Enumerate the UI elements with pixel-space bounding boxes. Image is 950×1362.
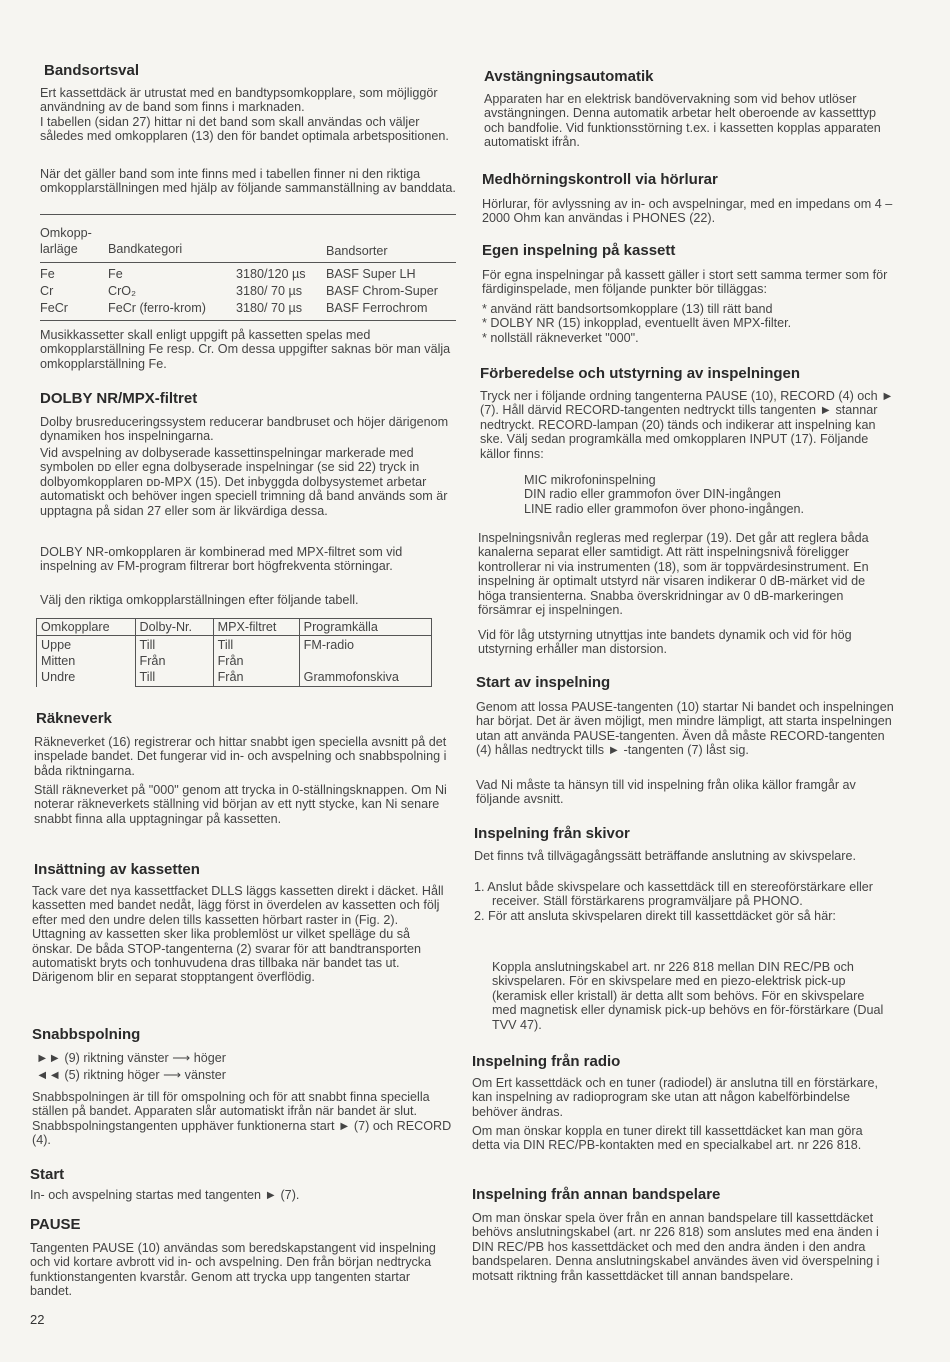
text-egen-p1: För egna inspelningar på kassett gäller i stort sett samma termer som för färdiginspelade, men följande punkter bör tilläggas: xyxy=(482,268,888,297)
page-number: 22 xyxy=(30,1312,45,1327)
cell-text: FM-radio xyxy=(303,638,355,652)
text-forberedelse-p1: Tryck ner i följande ordning tangenterna PAUSE (10), RECORD (4) och ► (7). Håll därvid RECORD-tangenten nedtryckt tills tangenten ► stannar nedtryckt. RECORD-lampan (20) tänds och indikerar att inspelning kan ske. Välj sedan programkälla med omkopplaren INPUT (17). Följande källor finns: xyxy=(480,389,894,461)
text-rakneverk-p1: Räkneverket (16) registrerar och hittar snabbt igen speciella avsnitt på det inspelade bandet. Det fungerar vid in- och avspelning och snabbspolning i båda riktningarna. xyxy=(34,735,447,778)
text-start-p1: In- och avspelning startas med tangenten ► (7). xyxy=(30,1188,300,1202)
text-bandsortsval-p3: När det gäller band som inte finns med i tabellen finner ni den riktiga omkopplarställningen med hjälp av följande sammanställning av banddata. xyxy=(40,167,456,196)
table-cell: FeCr (ferro-krom) xyxy=(108,301,206,315)
text-bandsortsval-p4: Musikkassetter skall enligt uppgift på kassetten spelas med omkopplarställning Fe resp. Cr. Om dessa uppgifter saknas bör man välja omkopplarställning Fe. xyxy=(40,328,451,371)
cell-text: Undre xyxy=(41,670,76,684)
list-item: LINE radio eller grammofon över phono-ingången. xyxy=(524,501,805,516)
table-header-row xyxy=(37,619,432,636)
text-annan-p1: Om man önskar spela över från en annan bandspelare till kassettdäcket behövs anslutningskabel (art. nr 226 818) som anslutes med ena änden i DIN REC/PB hos kassettdäcket och med den andra änden i den andra bandspelaren. Denna anslutningskabel användes även vid överspelning i motsatt riktning från kassettdäcket till annan bandspelare. xyxy=(472,1211,880,1283)
table-rule-top xyxy=(40,214,456,215)
table-cell: FeCr xyxy=(40,301,68,315)
table-header: Omkopplare xyxy=(37,619,136,636)
text-forberedelse-p2: Inspelningsnivån regleras med reglerpar (19). Det går att reglera båda kanalerna separat eller samtidigt. Att rätt inspelningsnivå föreligger kontrollerar ni via instrumenten (18), som är toppvärdesinstrument. En inspelning är optimalt utstyrd när visaren indikerar 0 dB-märket vid de höga transienterna. Snabba överskridningar av 0 dB-markeringen försämrar ej inspelningen. xyxy=(478,531,869,618)
table-cell: BASF Ferrochrom xyxy=(326,301,428,315)
text-radio-p1: Om Ert kassettdäck och en tuner (radiodel) är anslutna till en förstärkare, kan inspelning av radioprogram ske utan att någon kabelförbindelse behöver ändras. xyxy=(472,1076,878,1119)
banddata-table xyxy=(40,226,456,326)
text-insattning-p1: Tack vare det nya kassettfacket DLLS läggs kassetten direkt i däcket. Håll kassetten med bandet nedåt, lägg först in överdelen av kassetten och följ efter med den undre delen tills kassetten hörbart raster in (Fig. 2). Uttagning av kassetten sker lika problemlöst ur vilket spelläge du så önskar. De båda STOP-tangenterna (2) svarar för att bandtransporten automatiskt bryts och tonhuvudena dras tillbaka när bandet tas ut. Därigenom blir en separat stopptangent överflödig. xyxy=(32,884,444,985)
list-item: 1. Anslut både skivspelare och kassettdäck till en stereoförstärkare eller receiver. Ställ förstärkarens programväljare på PHONO. xyxy=(474,880,874,909)
text-rakneverk-p2: Ställ räkneverket på "000" genom att trycka in 0-ställningsknappen. Om Ni noterar räkneverkets ställning vid början av ett nytt stycke, kan Ni senare snabbt finna alla upptagningar på kassetten. xyxy=(34,783,447,826)
heading-radio: Inspelning från radio xyxy=(472,1053,621,1070)
heading-annan: Inspelning från annan bandspelare xyxy=(472,1186,721,1203)
text-bandsortsval-p2: I tabellen (sidan 27) hittar ni det band som skall användas och väljer således med omkopplaren (13) den för bandet optimala arbetspositionen. xyxy=(40,115,449,144)
table-header-bandsorter: Bandsorter xyxy=(326,244,388,258)
text-dolby-p4: Välj den riktiga omkopplarställningen efter följande tabell. xyxy=(40,593,359,607)
cell-text: Från xyxy=(139,654,166,668)
text-dolby-p2: Vid avspelning av dolbyserade kassettinspelningar markerade med symbolen ᴅᴅ eller egna dolbyserade inspelningar (se sid 22) tryck in dolbyomkopplaren ᴅᴅ-MPX (15). Det inbyggda dolbysystemet arbetar automatiskt och behöver ingen speciell trimning då band används som är upptagna på sidan 27 eller som är likvärdiga dessa. xyxy=(40,446,448,518)
text-forberedelse-sources xyxy=(480,473,896,516)
table-cell: BASF Super LH xyxy=(326,267,416,281)
cell-text: Från xyxy=(217,670,244,684)
text-radio-p2: Om man önskar koppla en tuner direkt till kassettdäcket kan man göra detta via DIN REC/PB-kontakten med en specialkabel art. nr 226 818. xyxy=(472,1124,863,1153)
table-cell xyxy=(299,636,431,687)
heading-snabbspolning: Snabbspolning xyxy=(32,1026,141,1043)
table-cell: 3180/ 70 µs xyxy=(236,284,303,298)
heading-skivor: Inspelning från skivor xyxy=(474,825,630,842)
heading-startav: Start av inspelning xyxy=(476,674,611,691)
table-cell xyxy=(37,636,136,687)
table-header: Programkälla xyxy=(299,619,431,636)
text-snabb-l2: ◄◄ (5) riktning höger ⟶ vänster xyxy=(36,1068,226,1082)
table-row xyxy=(37,636,432,687)
heading-rakneverk: Räkneverk xyxy=(36,710,112,727)
heading-medhorning: Medhörningskontroll via hörlurar xyxy=(482,171,718,188)
cell-text: Till xyxy=(139,638,156,652)
table-cell: CrO₂ xyxy=(108,284,136,298)
cell-text: Till xyxy=(217,638,234,652)
text-medhorning-p1: Hörlurar, för avlyssning av in- och avspelningar, med en impedans om 4 – 2000 Ohm kan användas i PHONES (22). xyxy=(482,197,893,226)
cell-text: Grammofonskiva xyxy=(303,670,399,684)
list-item: MIC mikrofoninspelning xyxy=(524,473,656,487)
cell-text: Uppe xyxy=(41,638,72,652)
text-snabb-p1: Snabbspolningen är till för omspolning och för att snabbt finna speciella ställen på bandet. Apparaten slår automatiskt ifrån när bandet är slut. Snabbspolningstangenten upphäver funktionerna start ► (7) och RECORD (4). xyxy=(32,1090,452,1148)
text-skivor-p1: Det finns två tillvägagångssätt beträffande anslutning av skivspelare. xyxy=(474,849,857,863)
table-cell xyxy=(213,636,299,687)
cell-text xyxy=(304,653,427,669)
table-rule-header xyxy=(40,262,456,263)
table-cell: 3180/120 µs xyxy=(236,267,306,281)
table-cell: BASF Chrom-Super xyxy=(326,284,438,298)
dolby-table xyxy=(36,618,432,687)
table-cell xyxy=(135,636,213,687)
table-header-bandkategori: Bandkategori xyxy=(108,242,183,256)
text-snabb-l1: ►► (9) riktning vänster ⟶ höger xyxy=(36,1051,226,1065)
text-bandsortsval-p1: Ert kassettdäck är utrustat med en bandtypsomkopplare, som möjliggör användning av de band som finns i marknaden. xyxy=(40,86,438,115)
heading-pause: PAUSE xyxy=(30,1216,81,1233)
text-skivor-list xyxy=(474,880,892,923)
cell-text: Från xyxy=(217,654,244,668)
table-header: MPX-filtret xyxy=(213,619,299,636)
list-item: DIN radio eller grammofon över DIN-ingången xyxy=(524,487,781,502)
table-header-omkopp: Omkopp- xyxy=(40,226,92,240)
list-item: 2. För att ansluta skivspelaren direkt till kassettdäcket gör så här: xyxy=(474,908,836,923)
table-cell: Cr xyxy=(40,284,54,298)
text-pause-p1: Tangenten PAUSE (10) användas som beredskapstangent vid inspelning och vid kortare avbrott vid in- och avspelning. Den från början nedtrycka funktionstangenten kvarstår. Genom att trycka upp tangenten startar bandet. xyxy=(30,1241,436,1299)
table-cell: Fe xyxy=(40,267,55,281)
text-avstangning-p1: Apparaten har en elektrisk bandövervakning som vid behov utlöser avstängningen. Denna automatik arbetar helt oberoende av kassetttyp och bandfolie. Vid funktionsstörning t.ex. i kassetten kopplas apparaten automatiskt ifrån. xyxy=(484,92,881,150)
heading-start: Start xyxy=(30,1166,65,1183)
text-startav-p2: Vad Ni måste ta hänsyn till vid inspelning från olika källor framgår av följande avsnitt. xyxy=(476,778,856,807)
text-dolby-p1: Dolby brusreduceringssystem reducerar bandbruset och höjer därigenom dynamiken hos inspelningarna. xyxy=(40,415,449,444)
heading-egen: Egen inspelning på kassett xyxy=(482,242,676,259)
heading-insattning: Insättning av kassetten xyxy=(34,861,200,878)
table-header-larlage: larläge xyxy=(40,242,78,256)
table-cell: 3180/ 70 µs xyxy=(236,301,303,315)
text-dolby-p3: DOLBY NR-omkopplaren är kombinerad med MPX-filtret som vid inspelning av FM-program filtrerar bort högfrekventa störningar. xyxy=(40,545,403,574)
cell-text: Mitten xyxy=(41,654,76,668)
table-header: Dolby-Nr. xyxy=(135,619,213,636)
text-egen-bullets xyxy=(482,302,896,345)
text-skivor-p2: Koppla anslutningskabel art. nr 226 818 mellan DIN REC/PB och skivspelaren. För en skivspelare med en piezo-elektrisk pick-up (keramisk eller kristall) är detta allt som behövs. För en skivspelare med magnetisk eller dynamisk pick-up behövs en för-förstärkare (Dual TVV 47). xyxy=(492,960,884,1032)
list-item: * DOLBY NR (15) inkopplad, eventuellt även MPX-filter. xyxy=(482,316,792,331)
text-forberedelse-p3: Vid för låg utstyrning utnyttjas inte bandets dynamik och vid för hög utstyrning erhåller man distorsion. xyxy=(478,628,852,657)
list-item: * nollställ räkneverket "000". xyxy=(482,330,639,345)
table-cell: Fe xyxy=(108,267,123,281)
table-rule-bottom xyxy=(40,320,456,321)
list-item: * använd rätt bandsortsomkopplare (13) till rätt band xyxy=(482,302,773,316)
cell-text: Till xyxy=(139,670,156,684)
heading-forberedelse: Förberedelse och utstyrning av inspelningen xyxy=(480,365,801,382)
heading-avstangning: Avstängningsautomatik xyxy=(484,68,654,85)
heading-dolby: DOLBY NR/MPX-filtret xyxy=(40,390,198,407)
text-startav-p1: Genom att lossa PAUSE-tangenten (10) startar Ni bandet och inspelningen har börjat. Det är även möjligt, men mindre lämpligt, att starta inspelningen utan att använda PAUSE-tangenten. Även då måste RECORD-tangenten (4) hållas nedtryckt tills ► -tangenten (7) låst sig. xyxy=(476,700,894,758)
heading-bandsortsval: Bandsortsval xyxy=(44,62,140,79)
